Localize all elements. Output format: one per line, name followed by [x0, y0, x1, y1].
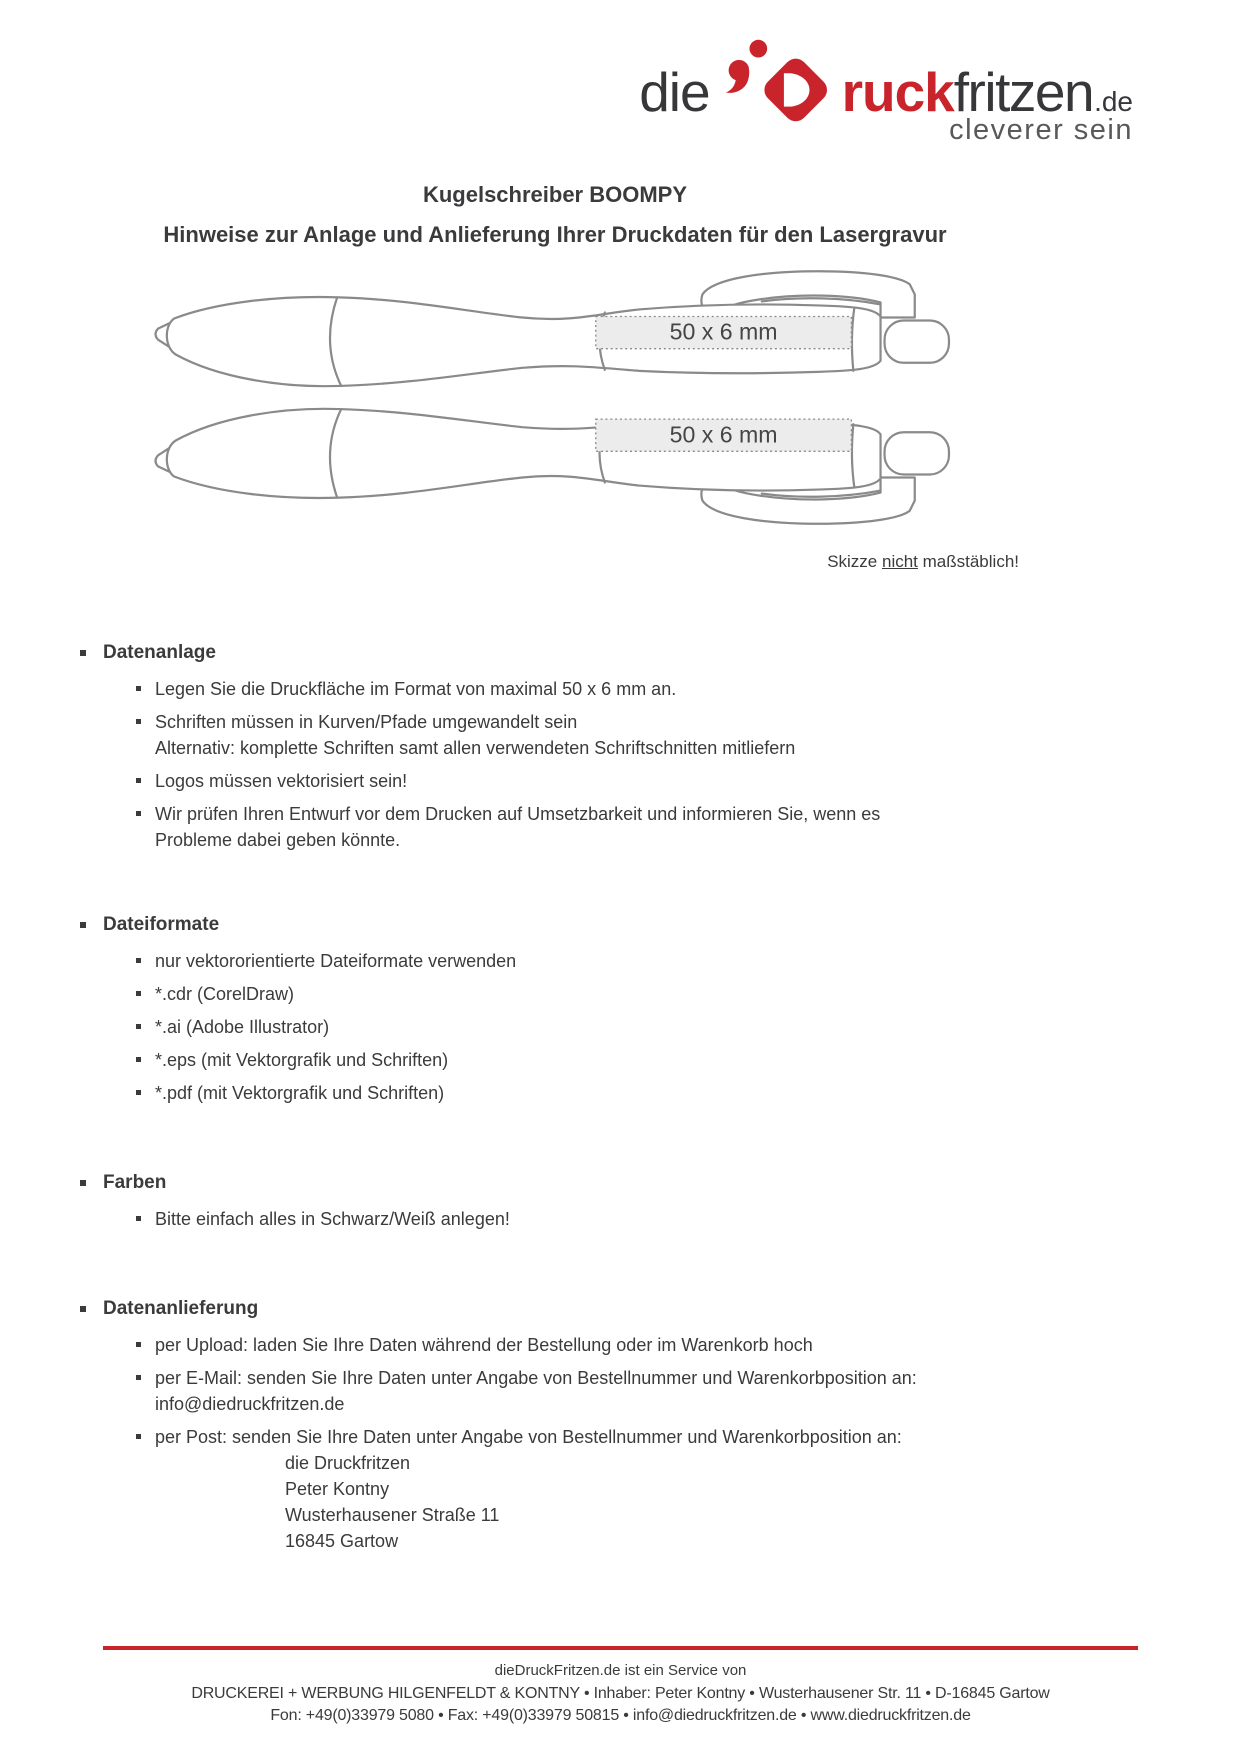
bullet-square-icon: [80, 650, 86, 656]
address-line: die Druckfritzen: [285, 1453, 411, 1473]
logo-word-de: .de: [1094, 86, 1133, 117]
list-item-line: Schriften müssen in Kurven/Pfade umgewandelt sein: [155, 712, 578, 732]
list-item: [136, 1206, 1140, 1232]
bullet-square-icon: [136, 1090, 141, 1095]
print-area-label: 50 x 6 mm: [669, 421, 778, 448]
druckfritzen-drop-icon: [719, 38, 837, 136]
list-item: [136, 709, 1140, 761]
section-title: Datenanlage: [103, 642, 216, 663]
list-item: [136, 801, 1140, 853]
bullet-square-icon: [136, 1057, 141, 1062]
bullet-square-icon: [136, 991, 141, 996]
page-subtitle: Hinweise zur Anlage und Anlieferung Ihrer Druckdaten für den Lasergravur: [163, 222, 947, 247]
list-item: [136, 981, 1140, 1007]
section-datenanlieferung: [80, 1298, 1140, 1561]
footer-contact-line: Fon: +49(0)33979 5080 • Fax: +49(0)33979 50815 • info@diedruckfritzen.de • www.diedruckfritzen.de: [270, 1707, 971, 1724]
logo-tagline: cleverer sein: [949, 114, 1133, 146]
page-title: Kugelschreiber BOOMPY: [422, 182, 688, 207]
list-item-text: Logos müssen vektorisiert sein!: [155, 771, 408, 791]
section-datenanlage: [80, 642, 1140, 860]
footer-divider: [103, 1646, 1138, 1650]
list-item: [136, 1424, 1140, 1554]
pen-technical-drawing: [150, 270, 955, 525]
scale-note: [827, 552, 1019, 572]
bullet-square-icon: [80, 1306, 86, 1312]
address-line: Wusterhausener Straße 11: [285, 1505, 500, 1525]
bullet-square-icon: [136, 686, 141, 691]
company-logo: [639, 38, 1133, 147]
list-item-line: Wir prüfen Ihren Entwurf vor dem Drucken auf Umsetzbarkeit und informieren Sie, wenn es: [155, 804, 881, 824]
list-item-text: [155, 801, 880, 853]
logo-word-die: die: [639, 61, 710, 123]
bullet-square-icon: [136, 811, 141, 816]
email-address: info@diedruckfritzen.de: [155, 1394, 345, 1414]
bullet-square-icon: [136, 1342, 141, 1347]
list-item: [136, 1080, 1140, 1106]
address-line: 16845 Gartow: [285, 1531, 399, 1551]
bullet-square-icon: [136, 1434, 141, 1439]
bullet-square-icon: [136, 1024, 141, 1029]
list-item-line: per E-Mail: senden Sie Ihre Daten unter Angabe von Bestellnummer und Warenkorbposition an:: [155, 1368, 917, 1388]
footer-service-line: dieDruckFritzen.de ist ein Service von: [494, 1662, 747, 1679]
list-item-text: *.ai (Adobe Illustrator): [155, 1017, 330, 1037]
list-item-text: per Upload: laden Sie Ihre Daten während der Bestellung oder im Warenkorb hoch: [155, 1335, 813, 1355]
bullet-square-icon: [136, 1216, 141, 1221]
postal-address: [285, 1450, 902, 1554]
list-item-text: *.eps (mit Vektorgrafik und Schriften): [155, 1050, 449, 1070]
scale-note-underlined: nicht: [881, 552, 918, 571]
list-item: [136, 676, 1140, 702]
section-dateiformate: [80, 914, 1140, 1113]
list-item: [136, 1365, 1140, 1417]
address-line: Peter Kontny: [285, 1479, 390, 1499]
section-title: Farben: [103, 1172, 167, 1193]
list-item-line: per Post: senden Sie Ihre Daten unter Angabe von Bestellnummer und Warenkorbposition an:: [155, 1427, 902, 1447]
logo-word-ruck: ruck: [841, 61, 954, 123]
scale-note-suffix: maßstäblich!: [917, 552, 1019, 571]
section-title: Dateiformate: [103, 914, 220, 935]
list-item: [136, 1014, 1140, 1040]
list-item-text: [155, 1424, 902, 1554]
section-farben: [80, 1172, 1140, 1239]
list-item: [136, 1332, 1140, 1358]
list-item-text: *.pdf (mit Vektorgrafik und Schriften): [155, 1083, 445, 1103]
bullet-square-icon: [136, 719, 141, 724]
print-area-bottom: [596, 419, 852, 451]
footer: [0, 1660, 1241, 1728]
list-item-text: [155, 709, 795, 761]
section-title: Datenanlieferung: [103, 1298, 259, 1319]
list-item-text: Legen Sie die Druckfläche im Format von maximal 50 x 6 mm an.: [155, 679, 677, 699]
scale-note-prefix: Skizze: [827, 552, 882, 571]
bullet-square-icon: [136, 958, 141, 963]
logo-word-fritzen: fritzen: [953, 61, 1094, 123]
list-item-text: Bitte einfach alles in Schwarz/Weiß anlegen!: [155, 1209, 510, 1229]
list-item: [136, 768, 1140, 794]
bullet-square-icon: [80, 922, 86, 928]
list-item-text: *.cdr (CorelDraw): [155, 984, 295, 1004]
bullet-square-icon: [80, 1180, 86, 1186]
print-area-top: [596, 316, 852, 348]
bullet-square-icon: [136, 778, 141, 783]
list-item: [136, 1047, 1140, 1073]
footer-company-line: DRUCKEREI + WERBUNG HILGENFELDT & KONTNY • Inhaber: Peter Kontny • Wusterhausener Str. 11 • D-16845 Gartow: [191, 1684, 1050, 1702]
list-item-line: Alternativ: komplette Schriften samt allen verwendeten Schriftschnitten mitliefern: [155, 738, 796, 758]
print-area-label: 50 x 6 mm: [669, 318, 778, 345]
list-item-line: Probleme dabei geben könnte.: [155, 830, 401, 850]
bullet-square-icon: [136, 1375, 141, 1380]
list-item-text: [155, 1365, 917, 1417]
list-item: [136, 948, 1140, 974]
list-item-text: nur vektororientierte Dateiformate verwenden: [155, 951, 517, 971]
